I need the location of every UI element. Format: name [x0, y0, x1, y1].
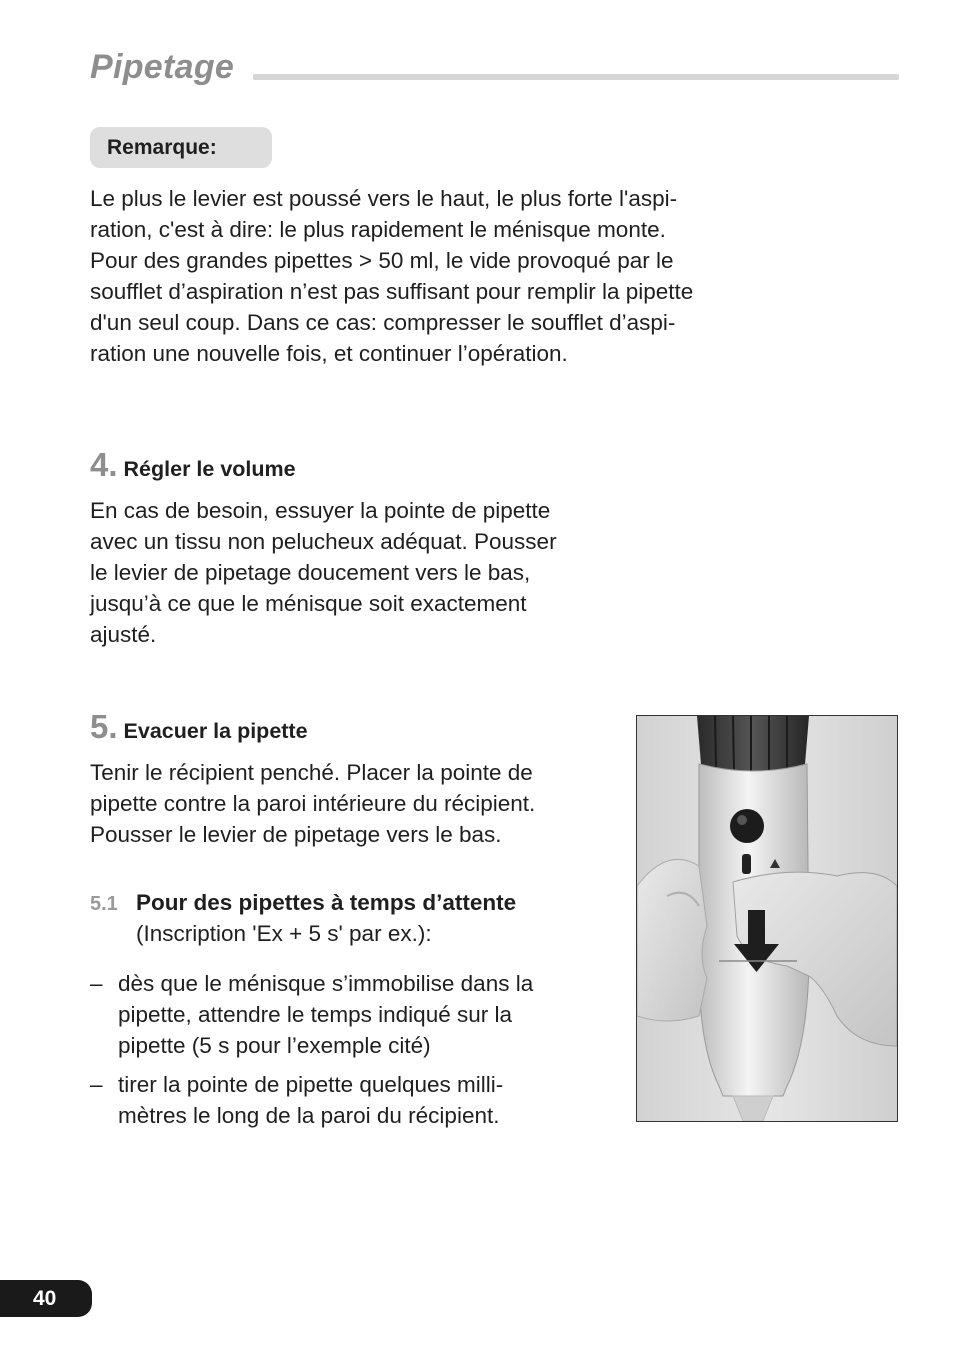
remark-line: d'un seul coup. Dans ce cas: compresser le soufflet d’aspi-	[90, 310, 676, 335]
substep-5-1-note: (Inscription 'Ex + 5 s' par ex.):	[136, 921, 432, 946]
substep-5-1-number: 5.1	[90, 893, 118, 915]
step-4-line: le levier de pipetage doucement vers le bas,	[90, 560, 531, 585]
remark-line: soufflet d’aspiration n’est pas suffisant pour remplir la pipette	[90, 279, 694, 304]
bullet-text	[118, 1069, 503, 1131]
step-4-heading	[90, 446, 296, 484]
remark-paragraph	[90, 183, 790, 369]
step-5-heading	[90, 708, 308, 746]
title-rule	[253, 74, 899, 80]
remark-badge: Remarque:	[90, 127, 272, 168]
bullet-dash: –	[90, 1072, 103, 1097]
pipette-cap	[697, 716, 809, 771]
step-4-paragraph	[90, 495, 630, 650]
pipette-button	[730, 809, 764, 843]
step-5-title: Evacuer la pipette	[123, 719, 308, 743]
step-5-paragraph	[90, 757, 630, 850]
step-4-line: ajusté.	[90, 622, 157, 647]
remark-line: ration, c'est à dire: le plus rapidement le ménisque monte.	[90, 217, 666, 242]
pipette-photo-illustration	[637, 716, 897, 1121]
bullet-dash: –	[90, 971, 103, 996]
bullet-item	[90, 1069, 610, 1131]
page-title: Pipetage	[90, 48, 235, 86]
button-highlight	[737, 815, 747, 825]
lever-slot	[742, 854, 751, 874]
pipette-photo	[636, 715, 898, 1122]
bullet-line: mètres le long de la paroi du récipient.	[118, 1103, 500, 1128]
remark-line: Pour des grandes pipettes > 50 ml, le vide provoqué par le	[90, 248, 674, 273]
step-4-line: avec un tissu non pelucheux adéquat. Pousser	[90, 529, 557, 554]
bullet-line: pipette, attendre le temps indiqué sur la	[118, 1002, 512, 1027]
substep-5-1-heading	[90, 887, 516, 921]
bullet-item	[90, 968, 610, 1061]
step-4-title: Régler le volume	[123, 457, 296, 481]
step-5-line: Pousser le levier de pipetage vers le bas.	[90, 822, 502, 847]
bullet-text	[118, 968, 533, 1061]
step-4-line: En cas de besoin, essuyer la pointe de pipette	[90, 498, 551, 523]
step-5-number: 5.	[90, 708, 118, 745]
remark-line: Le plus le levier est poussé vers le haut, le plus forte l'aspi-	[90, 186, 678, 211]
bullet-line: pipette (5 s pour l’exemple cité)	[118, 1033, 431, 1058]
bullet-line: tirer la pointe de pipette quelques milli-	[118, 1072, 504, 1097]
step-4-number: 4.	[90, 446, 118, 483]
step-4-line: jusqu’à ce que le ménisque soit exactement	[90, 591, 527, 616]
glove-left-fingers	[637, 859, 707, 1021]
remark-line: ration une nouvelle fois, et continuer l’opération.	[90, 341, 568, 366]
bullet-line: dès que le ménisque s’immobilise dans la	[118, 971, 534, 996]
step-5-line: Tenir le récipient penché. Placer la pointe de	[90, 760, 533, 785]
step-5-line: pipette contre la paroi intérieure du récipient.	[90, 791, 536, 816]
page-number: 40	[0, 1280, 92, 1317]
substep-5-1-title: Pour des pipettes à temps d’attente	[136, 890, 517, 915]
